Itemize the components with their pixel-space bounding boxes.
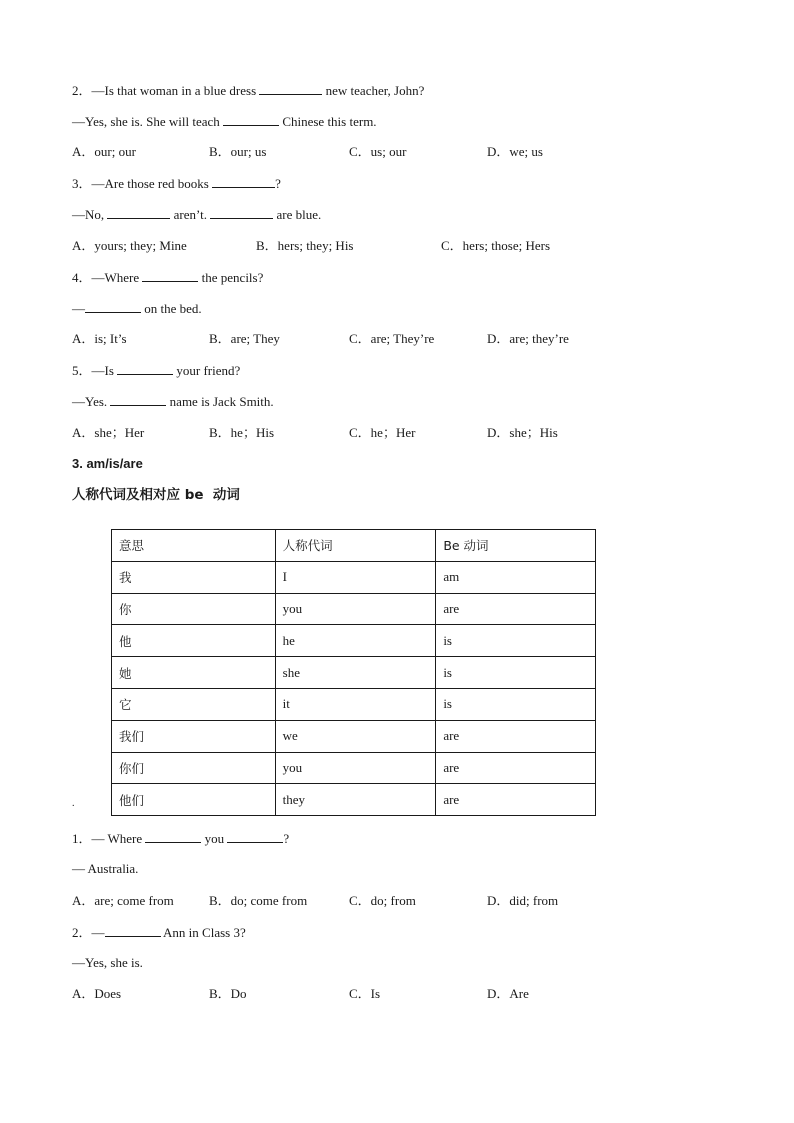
s3-q2-option-b[interactable]: B．Do xyxy=(209,986,247,1001)
answer-blank[interactable] xyxy=(223,112,279,126)
stray-mark: . xyxy=(72,798,75,809)
s3-q1-stem: 1．— Where you ? xyxy=(72,831,290,846)
cell-be-verb: is xyxy=(436,657,596,689)
q3-option-a[interactable]: A．yours; they; Mine xyxy=(72,238,187,253)
cell-meaning: 它 xyxy=(112,688,276,720)
table-row xyxy=(112,657,596,689)
table-row xyxy=(112,593,596,625)
s3-q1-option-a[interactable]: A．are; come from xyxy=(72,893,174,908)
cell-meaning: 你们 xyxy=(112,752,276,784)
q4-option-d[interactable]: D．are; they’re xyxy=(487,331,569,346)
cell-pronoun: it xyxy=(275,688,436,720)
q5-option-a[interactable]: A．she；Her xyxy=(72,425,145,440)
answer-blank[interactable] xyxy=(105,923,161,937)
cell-be-verb: are xyxy=(436,784,596,816)
q5-option-d[interactable]: D．she；His xyxy=(487,425,558,440)
header-pronoun: 人称代词 xyxy=(275,530,436,562)
cell-meaning: 我们 xyxy=(112,720,276,752)
q2-stem: 2．—Is that woman in a blue dress new teacher, John? xyxy=(72,83,425,98)
answer-blank[interactable] xyxy=(142,268,198,282)
table-row xyxy=(112,688,596,720)
table-header-row xyxy=(112,530,596,562)
cell-be-verb: is xyxy=(436,688,596,720)
q3-option-c[interactable]: C．hers; those; Hers xyxy=(441,238,551,253)
q3-reply: —No, aren’t. are blue. xyxy=(72,207,322,222)
cell-be-verb: is xyxy=(436,625,596,657)
header-meaning: 意思 xyxy=(112,530,276,562)
answer-blank[interactable] xyxy=(210,205,273,219)
q4-stem: 4．—Where the pencils? xyxy=(72,270,264,285)
cell-pronoun: I xyxy=(275,561,436,593)
s3-q2-stem: 2．— Ann in Class 3? xyxy=(72,925,246,940)
cell-pronoun: they xyxy=(275,784,436,816)
answer-blank[interactable] xyxy=(110,392,166,406)
s3-q2-reply: —Yes, she is. xyxy=(72,955,143,970)
q5-stem: 5．—Is your friend? xyxy=(72,363,241,378)
section-title: 3. am/is/are xyxy=(72,456,143,471)
answer-blank[interactable] xyxy=(107,205,170,219)
cell-be-verb: are xyxy=(436,752,596,784)
cell-meaning: 我 xyxy=(112,561,276,593)
s3-q2-option-c[interactable]: C．Is xyxy=(349,986,381,1001)
s3-q1-option-c[interactable]: C．do; from xyxy=(349,893,416,908)
s3-q1-option-d[interactable]: D．did; from xyxy=(487,893,559,908)
answer-blank[interactable] xyxy=(259,81,322,95)
cell-pronoun: we xyxy=(275,720,436,752)
q4-option-a[interactable]: A．is; It’s xyxy=(72,331,127,346)
q2-option-c[interactable]: C．us; our xyxy=(349,144,407,159)
cell-meaning: 他 xyxy=(112,625,276,657)
q4-option-c[interactable]: C．are; They’re xyxy=(349,331,435,346)
q2-option-d[interactable]: D．we; us xyxy=(487,144,543,159)
table-row xyxy=(112,752,596,784)
table-row xyxy=(112,720,596,752)
answer-blank[interactable] xyxy=(85,299,141,313)
q5-option-c[interactable]: C．he；Her xyxy=(349,425,416,440)
cell-be-verb: are xyxy=(436,593,596,625)
cell-pronoun: you xyxy=(275,752,436,784)
answer-blank[interactable] xyxy=(145,829,201,843)
cell-be-verb: am xyxy=(436,561,596,593)
q3-stem: 3．—Are those red books ? xyxy=(72,176,281,191)
cell-pronoun: she xyxy=(275,657,436,689)
q2-reply: —Yes, she is. She will teach Chinese this term. xyxy=(72,114,377,129)
q3-option-b[interactable]: B．hers; they; His xyxy=(256,238,354,253)
header-be-verb: Be 动词 xyxy=(436,530,596,562)
answer-blank[interactable] xyxy=(227,829,283,843)
table-row xyxy=(112,625,596,657)
table-row xyxy=(112,784,596,816)
s3-q1-reply: — Australia. xyxy=(72,861,139,876)
cell-meaning: 她 xyxy=(112,657,276,689)
q4-option-b[interactable]: B．are; They xyxy=(209,331,280,346)
answer-blank[interactable] xyxy=(212,174,275,188)
cell-meaning: 你 xyxy=(112,593,276,625)
cell-pronoun: you xyxy=(275,593,436,625)
pronoun-be-verb-table xyxy=(111,529,596,816)
q4-reply: — on the bed. xyxy=(72,301,202,316)
cell-meaning: 他们 xyxy=(112,784,276,816)
q2-option-a[interactable]: A．our; our xyxy=(72,144,136,159)
s3-q2-option-a[interactable]: A．Does xyxy=(72,986,122,1001)
s3-q2-option-d[interactable]: D．Are xyxy=(487,986,529,1001)
cell-pronoun: he xyxy=(275,625,436,657)
section-subtitle: 人称代词及相对应 be 动词 xyxy=(72,487,240,503)
s3-q1-option-b[interactable]: B．do; come from xyxy=(209,893,308,908)
answer-blank[interactable] xyxy=(117,361,173,375)
q5-option-b[interactable]: B．he；His xyxy=(209,425,275,440)
cell-be-verb: are xyxy=(436,720,596,752)
q2-option-b[interactable]: B．our; us xyxy=(209,144,267,159)
table-row xyxy=(112,561,596,593)
q5-reply: —Yes. name is Jack Smith. xyxy=(72,394,274,409)
